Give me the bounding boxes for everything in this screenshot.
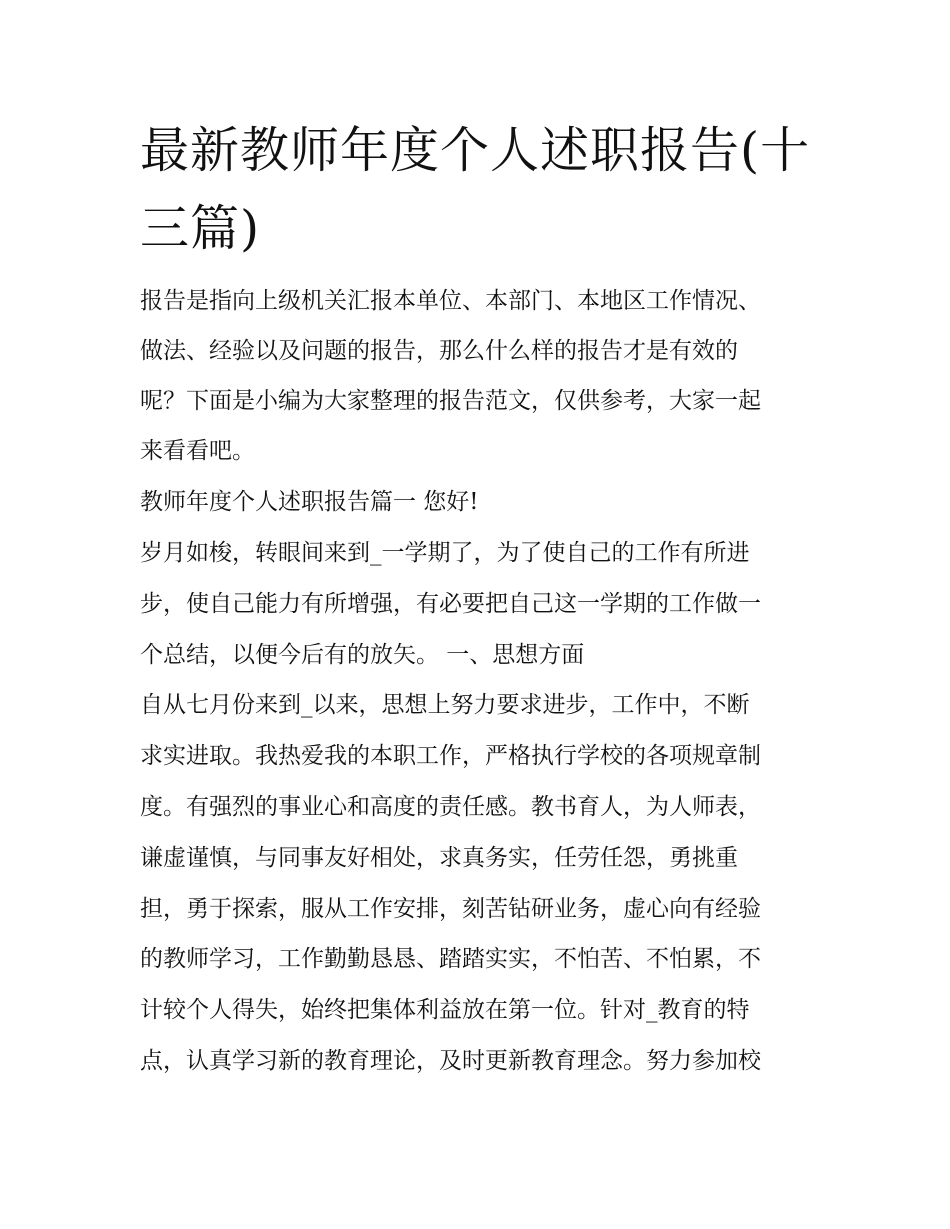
paragraph-line: 岁月如梭，转眼间来到_一学期了，为了使自己的工作有所进 [140, 540, 750, 566]
document-title: 最新教师年度个人述职报告(十三篇) [140, 122, 811, 257]
paragraph-line: 计较个人得失，始终把集体利益放在第一位。针对_教育的特 [140, 997, 750, 1023]
paragraph-line: 步，使自己能力有所增强，有必要把自己这一学期的工作做一 [140, 591, 761, 617]
paragraph-line: 报告是指向上级机关汇报本单位、本部门、本地区工作情况、 [140, 288, 761, 314]
paragraph-line: 的教师学习，工作勤勤恳恳、踏踏实实，不怕苦、不怕累，不 [140, 946, 761, 972]
paragraph-line: 谦虚谨慎，与同事友好相处，求真务实，任劳任怨，勇挑重 [140, 845, 738, 871]
paragraph-line: 担，勇于探索，服从工作安排，刻苦钻研业务，虚心向有经验 [140, 896, 761, 922]
paragraph-line: 个总结，以便今后有的放矢。 一、思想方面 [140, 642, 585, 668]
paragraph-line: 点，认真学习新的教育理论，及时更新教育理念。努力参加校 [140, 1048, 761, 1074]
section-heading-line: 教师年度个人述职报告篇一 您好! [140, 489, 479, 515]
paragraph-line: 度。有强烈的事业心和高度的责任感。教书育人，为人师表， [140, 794, 761, 820]
paragraph-line: 自从七月份来到_以来，思想上努力要求进步，工作中，不断 [140, 692, 750, 718]
paragraph-line: 做法、经验以及问题的报告，那么什么样的报告才是有效的 [140, 338, 738, 364]
paragraph-line: 求实进取。我热爱我的本职工作，严格执行学校的各项规章制 [140, 743, 761, 769]
paragraph-line: 来看看吧。 [140, 438, 255, 464]
paragraph-line: 呢？下面是小编为大家整理的报告范文，仅供参考，大家一起 [140, 388, 761, 414]
